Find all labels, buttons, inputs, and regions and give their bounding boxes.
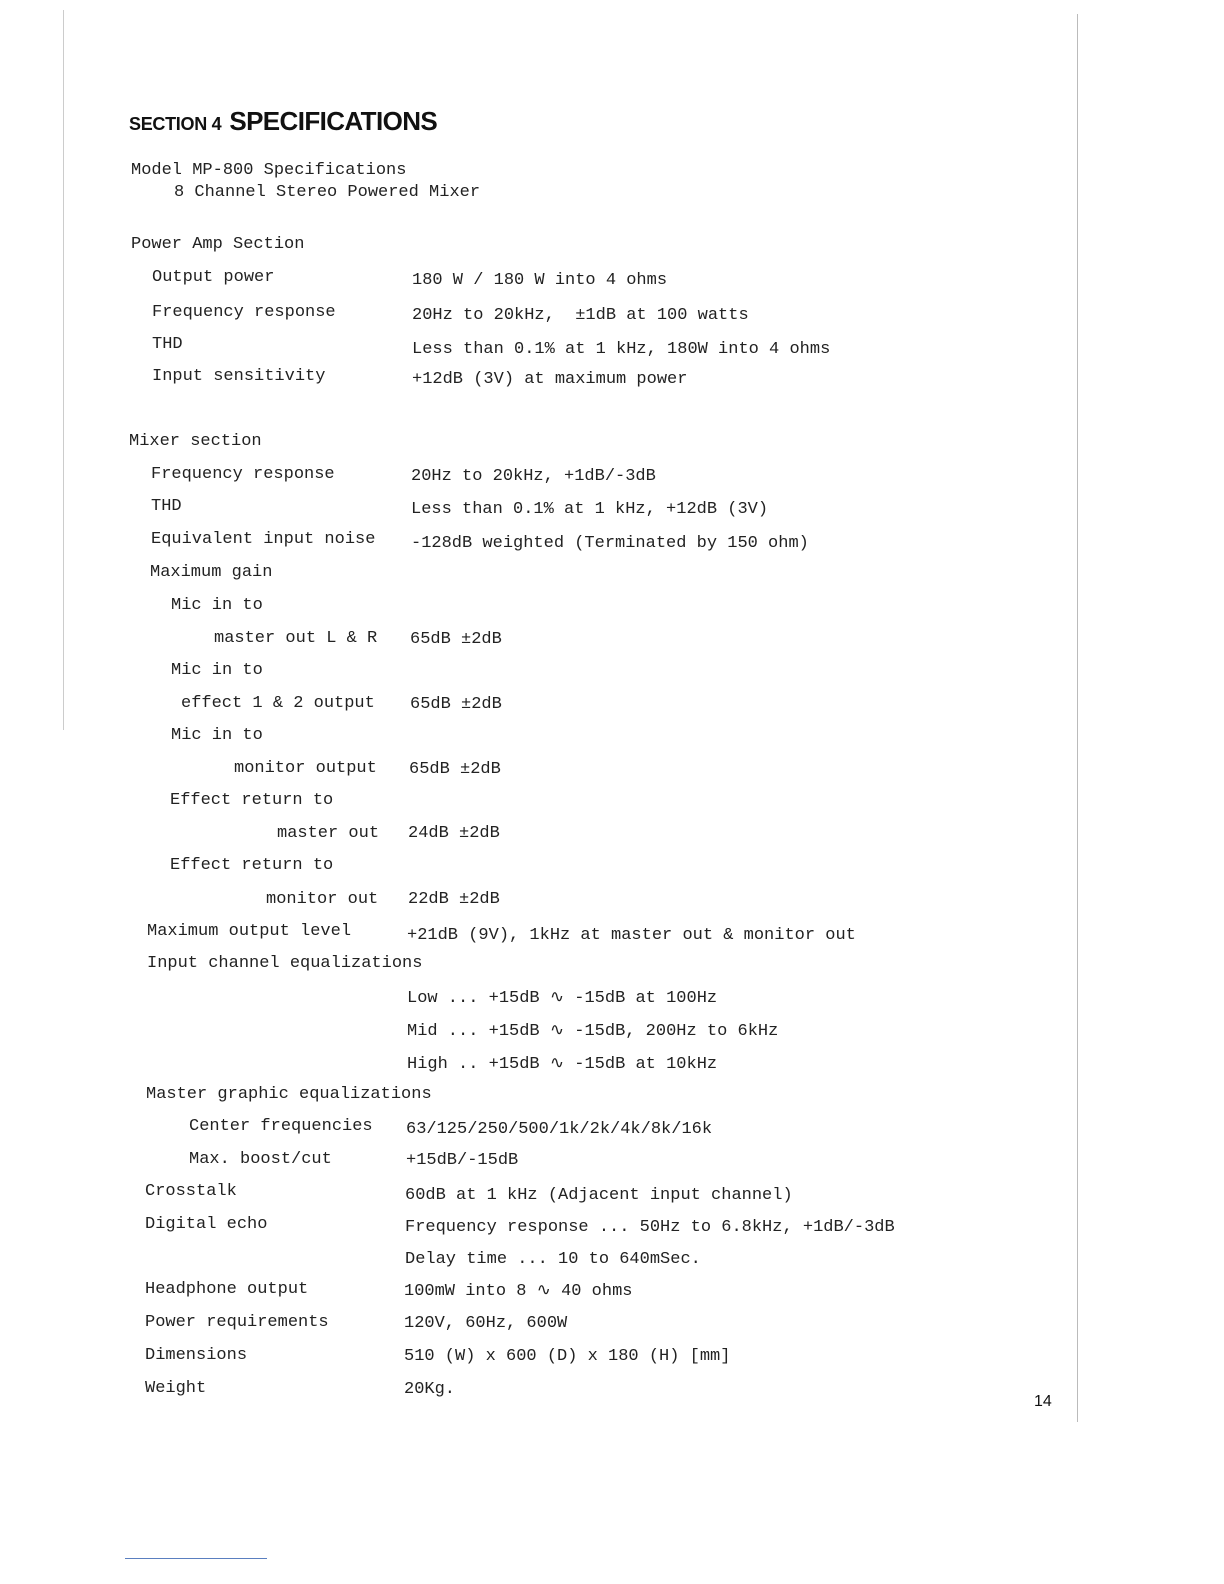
spec-value: 120V, 60Hz, 600W [404,1314,568,1333]
spec-value: +21dB (9V), 1kHz at master out & monitor out [407,926,856,945]
model-subtitle: 8 Channel Stereo Powered Mixer [174,183,481,202]
spec-sublabel: Mic in to [171,726,263,745]
section-heading [129,106,437,137]
spec-label: Dimensions [145,1346,248,1365]
spec-sublabel: Max. boost/cut [189,1150,332,1169]
spec-value: Frequency response ... 50Hz to 6.8kHz, +1dB/-3dB [405,1218,895,1237]
spec-label: Frequency response [151,465,335,484]
spec-sublabel: Effect return to [170,856,334,875]
spec-value: 22dB ±2dB [408,890,500,909]
spec-label: Maximum output level [147,922,352,941]
spec-sublabel: effect 1 & 2 output [181,694,375,713]
mixer-heading: Mixer section [129,432,262,451]
spec-value: 20Kg. [404,1380,456,1399]
spec-sublabel: monitor output [234,759,377,778]
spec-value: 100mW into 8 ∿ 40 ohms [404,1282,633,1301]
footer-rule [125,1558,267,1559]
spec-label: THD [152,335,183,354]
spec-label: Digital echo [145,1215,268,1234]
spec-label: Master graphic equalizations [146,1085,432,1104]
spec-value: Mid ... +15dB ∿ -15dB, 200Hz to 6kHz [407,1022,779,1041]
spec-label: Power requirements [145,1313,329,1332]
spec-value: 24dB ±2dB [408,824,500,843]
page-number: 14 [1034,1393,1052,1410]
spec-label: Frequency response [152,303,336,322]
spec-label: Headphone output [145,1280,309,1299]
spec-value: +15dB/-15dB [406,1151,519,1170]
spec-value: Less than 0.1% at 1 kHz, 180W into 4 ohms [412,340,831,359]
spec-value: 65dB ±2dB [410,630,502,649]
spec-sublabel: Mic in to [171,661,263,680]
model-line: Model MP-800 Specifications [131,161,407,180]
spec-label: Weight [145,1379,207,1398]
section-title: SPECIFICATIONS [229,106,438,136]
spec-sublabel: monitor out [266,890,379,909]
power-amp-heading: Power Amp Section [131,235,305,254]
section-label: SECTION 4 [129,114,222,134]
spec-value: 60dB at 1 kHz (Adjacent input channel) [405,1186,793,1205]
spec-value: Low ... +15dB ∿ -15dB at 100Hz [407,989,718,1008]
spec-value: 180 W / 180 W into 4 ohms [412,271,668,290]
spec-value: 65dB ±2dB [410,695,502,714]
spec-value: 20Hz to 20kHz, +1dB/-3dB [411,467,656,486]
spec-sublabel: Effect return to [170,791,334,810]
spec-value: Delay time ... 10 to 640mSec. [405,1250,701,1269]
spec-value: High .. +15dB ∿ -15dB at 10kHz [407,1055,718,1074]
spec-sublabel: Center frequencies [189,1117,373,1136]
spec-value: -128dB weighted (Terminated by 150 ohm) [411,534,809,553]
spec-label: Output power [152,268,275,287]
spec-value: 510 (W) x 600 (D) x 180 (H) [mm] [404,1347,731,1366]
spec-label: Equivalent input noise [151,530,376,549]
spec-value: +12dB (3V) at maximum power [412,370,688,389]
spec-label: Maximum gain [150,563,273,582]
spec-value: 65dB ±2dB [409,760,501,779]
spec-value: 20Hz to 20kHz, ±1dB at 100 watts [412,306,749,325]
spec-label: Input channel equalizations [147,954,423,973]
spec-value: 63/125/250/500/1k/2k/4k/8k/16k [406,1120,713,1139]
spec-sublabel: Mic in to [171,596,263,615]
spec-label: THD [151,497,182,516]
spec-sublabel: master out [277,824,380,843]
spec-sublabel: master out L & R [214,629,378,648]
spec-value: Less than 0.1% at 1 kHz, +12dB (3V) [411,500,769,519]
scan-edge-line-right [1077,14,1078,1422]
spec-label: Input sensitivity [152,367,326,386]
spec-label: Crosstalk [145,1182,237,1201]
scan-edge-line-left [63,10,64,730]
